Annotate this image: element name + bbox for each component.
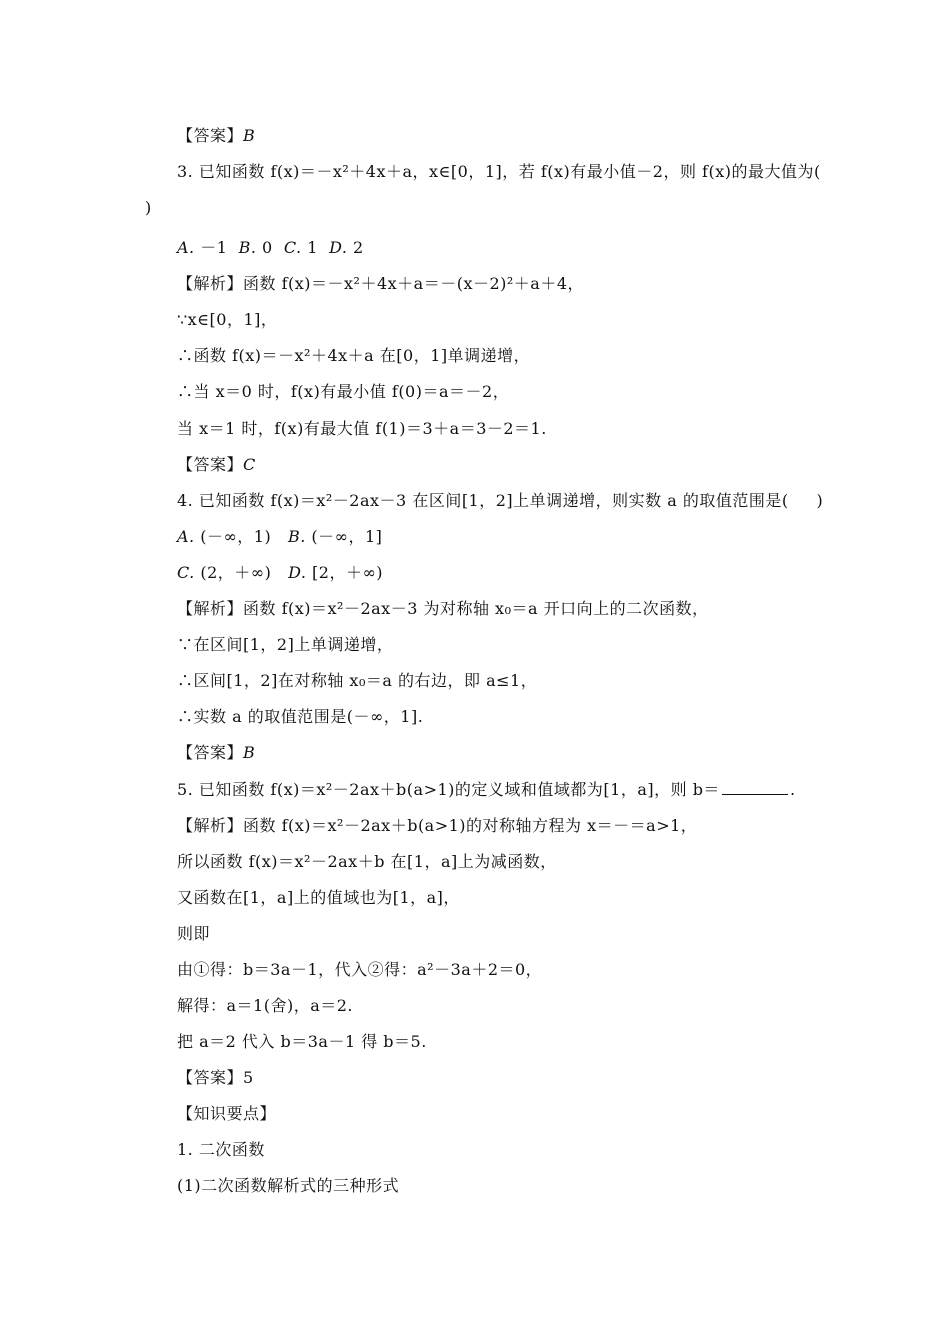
answer-value: B (243, 743, 256, 762)
question-3-continuation: ) (145, 198, 152, 217)
analysis-line: 把 a＝2 代入 b＝3a－1 得 b＝5. (177, 1032, 427, 1051)
answer-bracket: 【答案】 (177, 743, 244, 762)
option-a-text: －1 (194, 238, 239, 257)
analysis-line: 【解析】函数 f(x)＝x²－2ax＋b(a>1)的对称轴方程为 x＝－＝a>1， (177, 816, 698, 835)
question-5-text: 5. 已知函数 f(x)＝x²－2ax＋b(a>1)的定义域和值域都为[1，a]，则 b＝ (177, 780, 720, 799)
option-d-label: D. (288, 563, 307, 582)
analysis-line: 又函数在[1，a]上的值域也为[1，a]， (177, 888, 460, 907)
section-heading: 【知识要点】 (177, 1104, 277, 1123)
option-c-label: C. (177, 563, 195, 582)
answer-line: 【答案】5 (177, 1068, 254, 1087)
answer-blank (722, 780, 788, 795)
option-b-text: (－∞，1] (305, 527, 383, 546)
option-c-text: (2，＋∞) (194, 563, 289, 582)
question-4-options-cd (177, 562, 383, 584)
question-3-options (177, 237, 364, 259)
option-a-label: A. (177, 527, 195, 546)
option-b-text: 0 (256, 238, 284, 257)
answer-line (177, 125, 255, 147)
answer-line (177, 742, 255, 764)
analysis-line: ∴函数 f(x)＝－x²＋4x＋a 在[0，1]单调递增， (177, 346, 531, 365)
question-4: 4. 已知函数 f(x)＝x²－2ax－3 在区间[1，2]上单调递增，则实数 a 的取值范围是( ) (177, 491, 824, 510)
analysis-line: ∴实数 a 的取值范围是(－∞，1]. (177, 707, 424, 726)
analysis-line: 【解析】函数 f(x)＝－x²＋4x＋a＝－(x－2)²＋a＋4， (177, 274, 585, 293)
answer-value: C (243, 455, 256, 474)
option-c-label: C. (283, 238, 302, 257)
question-5-end: . (789, 780, 796, 799)
analysis-line: 则即 (177, 924, 211, 943)
analysis-line: 所以函数 f(x)＝x²－2ax＋b 在[1，a]上为减函数， (177, 852, 557, 871)
option-b-label: B. (287, 527, 306, 546)
answer-bracket: 【答案】 (177, 126, 244, 145)
option-b-label: B. (238, 238, 257, 257)
answer-value: B (243, 126, 256, 145)
option-a-text: (－∞，1) (194, 527, 288, 546)
option-d-text: 2 (347, 238, 364, 257)
analysis-line: 解得：a＝1(舍)，a＝2. (177, 996, 354, 1015)
analysis-line: ∵x∈[0，1]， (177, 310, 278, 329)
question-5 (177, 779, 796, 801)
analysis-line: 由①得：b＝3a－1，代入②得：a²－3a＋2＝0， (177, 960, 543, 979)
analysis-line: 【解析】函数 f(x)＝x²－2ax－3 为对称轴 x₀＝a 开口向上的二次函数， (177, 599, 709, 618)
analysis-line: ∴区间[1，2]在对称轴 x₀＝a 的右边，即 a≤1， (177, 671, 538, 690)
question-4-options-ab (177, 526, 382, 548)
option-a-label: A. (177, 238, 195, 257)
option-d-text: [2，＋∞) (306, 563, 384, 582)
subsection-heading: 1. 二次函数 (177, 1140, 265, 1159)
question-3: 3. 已知函数 f(x)＝－x²＋4x＋a，x∈[0，1]，若 f(x)有最小值－2，则 f(x)的最大值为( (177, 162, 821, 181)
analysis-line: ∴当 x＝0 时，f(x)有最小值 f(0)＝a＝－2， (177, 382, 510, 401)
subsection-item: (1)二次函数解析式的三种形式 (177, 1176, 400, 1195)
answer-bracket: 【答案】 (177, 455, 244, 474)
answer-line (177, 454, 256, 476)
analysis-line: 当 x＝1 时，f(x)有最大值 f(1)＝3＋a＝3－2＝1. (177, 419, 547, 438)
option-d-label: D. (329, 238, 348, 257)
analysis-line: ∵在区间[1，2]上单调递增， (177, 635, 394, 654)
option-c-text: 1 (301, 238, 330, 257)
